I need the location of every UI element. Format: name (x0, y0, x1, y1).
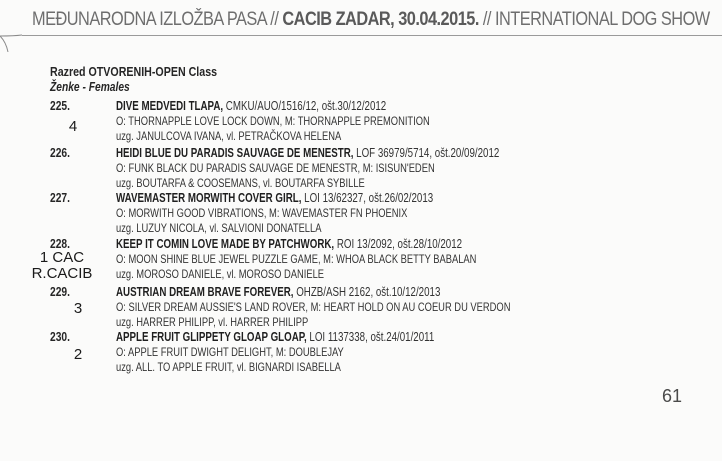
dog-name: WAVEMASTER MORWITH COVER GIRL, (116, 191, 302, 205)
header-show-title: CACIB ZADAR, 30.04.2015. (282, 9, 479, 30)
handwritten-result (22, 250, 102, 282)
parents-line: O: APPLE FRUIT DWIGHT DELIGHT, M: DOUBLEJAY (116, 345, 344, 359)
entry-number: 226. (50, 146, 70, 160)
entry-title-line (116, 146, 499, 160)
entry-title-line (116, 237, 462, 251)
entry-title-line (116, 285, 440, 299)
registration-info: LOF 36979/5714, ošt.20/09/2012 (353, 146, 500, 160)
result-line: 1 CAC (39, 249, 85, 266)
catalog-entry (0, 237, 722, 285)
entry-number: 227. (50, 191, 70, 205)
dog-name: HEIDI BLUE DU PARADIS SAUVAGE DE MENESTR, (116, 146, 354, 160)
breeder-owner-line: uzg. ALL. TO APPLE FRUIT, vl. BIGNARDI ISABELLA (116, 360, 341, 374)
handwritten-result (65, 347, 91, 363)
header-rule (22, 35, 722, 36)
dog-name: KEEP IT COMIN LOVE MADE BY PATCHWORK, (116, 237, 335, 251)
registration-info: OHZB/ASH 2162, ošt.10/12/2013 (293, 285, 441, 299)
result-line: R.CACIB (31, 265, 93, 282)
entry-number: 225. (50, 99, 70, 113)
parents-line: O: THORNAPPLE LOVE LOCK DOWN, M: THORNAPPLE PREMONITION (116, 114, 430, 128)
handwritten-result (60, 119, 86, 135)
parents-line: O: FUNK BLACK DU PARADIS SAUVAGE DE MENESTR, M: ISISUN'EDEN (116, 161, 435, 175)
result-line: 3 (73, 300, 83, 317)
catalog-entry (0, 146, 722, 194)
sex-subclass: Ženke - Females (50, 80, 130, 94)
breeder-owner-line: uzg. LUZUY NICOLA, vl. SALVIONI DONATELLA (116, 221, 322, 235)
entry-title-line (116, 99, 386, 113)
entry-title-line (116, 330, 434, 344)
page-header (32, 9, 710, 31)
registration-info: ROI 13/2092, ošt.28/10/2012 (334, 237, 463, 251)
breeder-owner-line: uzg. MOROSO DANIELE, vl. MOROSO DANIELE (116, 267, 325, 281)
result-line: 2 (73, 346, 83, 363)
parents-line: O: MOON SHINE BLUE JEWEL PUZZLE GAME, M: WHOA BLACK BETTY BABALAN (116, 252, 477, 266)
entry-number: 230. (50, 330, 70, 344)
breeder-owner-line: uzg. HARRER PHILIPP, vl. HARRER PHILIPP (116, 315, 309, 329)
entry-number: 228. (50, 237, 70, 251)
entry-number: 229. (50, 285, 70, 299)
header-event-name: MEĐUNARODNA IZLOŽBA PASA // (32, 9, 283, 30)
parents-line: O: MORWITH GOOD VIBRATIONS, M: WAVEMASTER FN PHOENIX (116, 206, 408, 220)
catalog-entry (0, 285, 722, 333)
catalog-entry (0, 191, 722, 239)
parents-line: O: SILVER DREAM AUSSIE'S LAND ROVER, M: HEART HOLD ON AU COEUR DU VERDON (116, 300, 511, 314)
page-corner-curve (0, 22, 30, 52)
breeder-owner-line: uzg. JANULCOVA IVANA, vl. PETRAČKOVA HELENA (116, 129, 342, 143)
dog-name: APPLE FRUIT GLIPPETY GLOAP GLOAP, (116, 330, 307, 344)
dog-name: AUSTRIAN DREAM BRAVE FOREVER, (116, 285, 294, 299)
class-title: Razred OTVORENIH-OPEN Class (50, 64, 218, 79)
breeder-owner-line: uzg. BOUTARFA & COOSEMANS, vl. BOUTARFA SYBILLE (116, 176, 365, 190)
registration-info: LOI 13/62327, ošt.26/02/2013 (301, 191, 434, 205)
page-number: 61 (662, 386, 683, 406)
header-show-subtitle: // INTERNATIONAL DOG SHOW (478, 9, 710, 30)
registration-info: CMKU/AUO/1516/12, ošt.30/12/2012 (223, 99, 387, 113)
registration-info: LOI 1137338, ošt.24/01/2011 (306, 330, 435, 344)
handwritten-result (65, 301, 91, 317)
dog-name: DIVE MEDVEDI TLAPA, (116, 99, 224, 113)
result-line: 4 (68, 118, 78, 135)
entry-title-line (116, 191, 433, 205)
catalog-entry (0, 99, 722, 147)
catalog-entry (0, 330, 722, 378)
